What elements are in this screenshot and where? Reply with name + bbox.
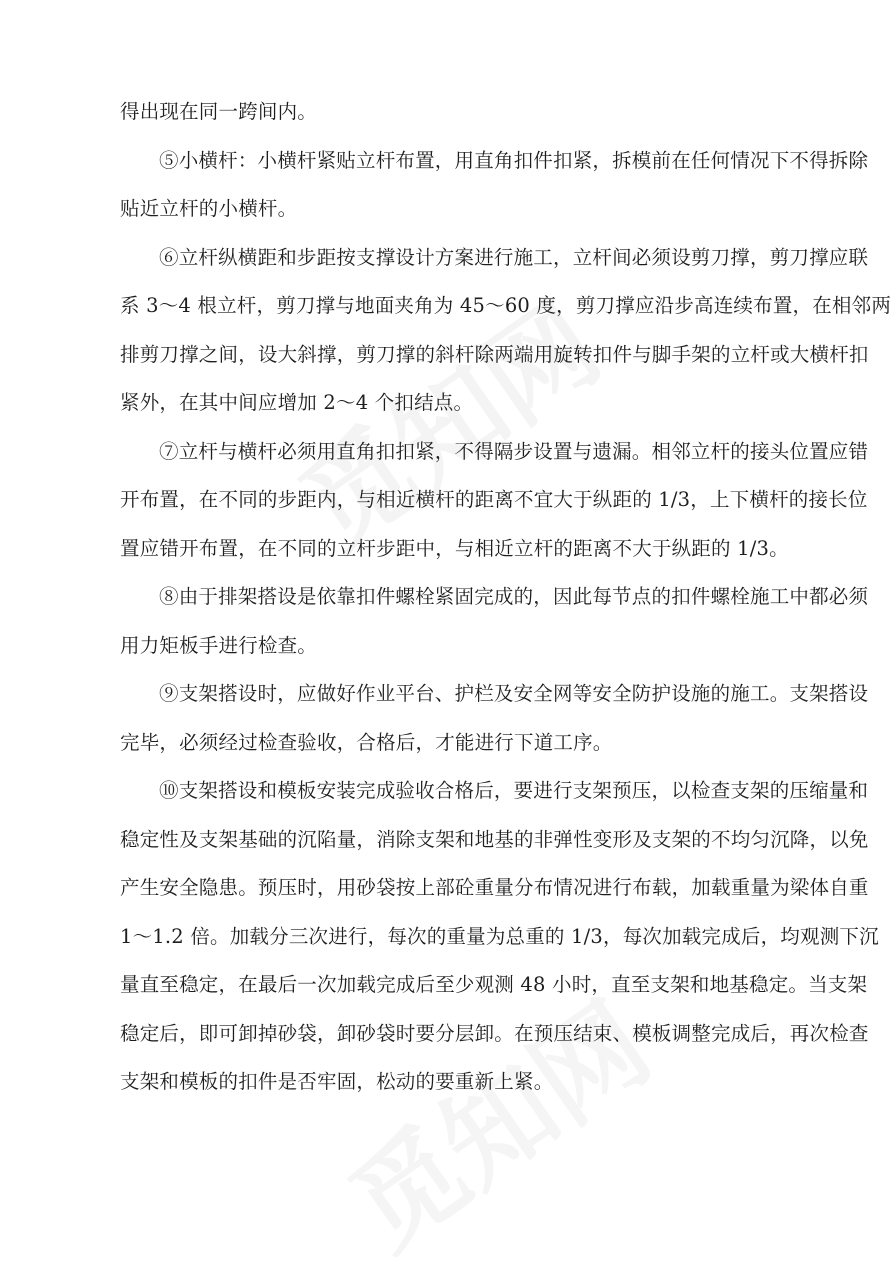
text-line: 开布置，在不同的步距内，与相近横杆的距离不宜大于纵距的 1/3，上下横杆的接长位 <box>120 488 868 511</box>
text-line: 紧外，在其中间应增加 2～4 个扣结点。 <box>120 391 474 414</box>
text-line: ⑤小横杆：小横杆紧贴立杆布置，用直角扣件扣紧，拆模前在任何情况下不得拆除 <box>159 148 869 172</box>
text-line: 完毕，必须经过检查验收，合格后，才能进行下道工序。 <box>120 730 613 754</box>
text-line: 用力矩板手进行检查。 <box>120 633 318 657</box>
text-line: ⑥立杆纵横距和步距按支撑设计方案进行施工，立杆间必须设剪刀撑，剪刀撑应联 <box>159 245 869 269</box>
text-line: ⑧由于排架搭设是依靠扣件螺栓紧固完成的，因此每节点的扣件螺栓施工中都必须 <box>159 585 869 608</box>
text-line: 稳定性及支架基础的沉陷量，消除支架和地基的非弹性变形及支架的不均匀沉降，以免 <box>120 827 869 851</box>
text-line: 稳定后，即可卸掉砂袋，卸砂袋时要分层卸。在预压结束、模板调整完成后，再次检查 <box>120 1021 869 1045</box>
body-text <box>120 88 891 1107</box>
text-line: 支架和模板的扣件是否牢固，松动的要重新上紧。 <box>120 1070 554 1093</box>
text-line: ⑦立杆与横杆必须用直角扣扣紧，不得隔步设置与遗漏。相邻立杆的接头位置应错 <box>159 439 869 463</box>
text-line: 得出现在同一跨间内。 <box>120 100 318 123</box>
text-line: 置应错开布置，在不同的立杆步距中，与相近立杆的距离不大于纵距的 1/3。 <box>120 536 789 560</box>
text-line: 系 3～4 根立杆，剪刀撑与地面夹角为 45～60 度，剪刀撑应沿步高连续布置，在相邻两 <box>120 294 891 317</box>
text-line: 1～1.2 倍。加载分三次进行，每次的重量为总重的 1/3，每次加载完成后，均观测下沉 <box>120 924 879 948</box>
text-line: 贴近立杆的小横杆。 <box>120 197 298 220</box>
text-line: ⑩支架搭设和模板安装完成验收合格后，要进行支架预压，以检查支架的压缩量和 <box>159 779 869 802</box>
text-line: 排剪刀撑之间，设大斜撑，剪刀撑的斜杆除两端用旋转扣件与脚手架的立杆或大横杆扣 <box>120 342 869 366</box>
text-line: ⑨支架搭设时，应做好作业平台、护栏及安全网等安全防护设施的施工。支架搭设 <box>159 682 869 705</box>
text-line: 产生安全隐患。预压时，用砂袋按上部砼重量分布情况进行布载，加载重量为梁体自重 <box>120 876 869 899</box>
text-line: 量直至稳定，在最后一次加载完成后至少观测 48 小时，直至支架和地基稳定。当支架 <box>120 973 868 996</box>
